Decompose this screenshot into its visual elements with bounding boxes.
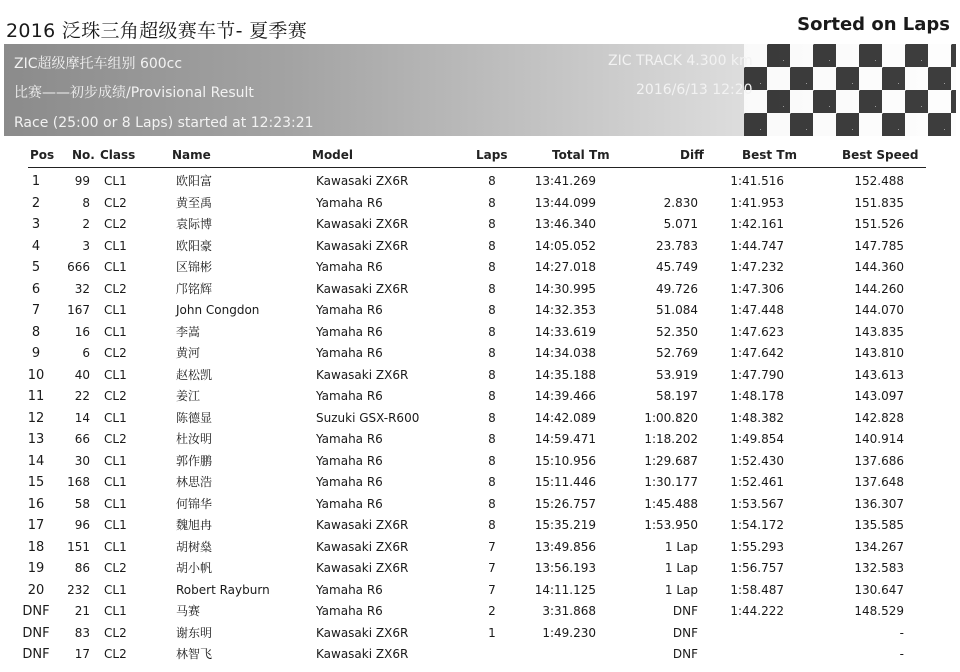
cell-speed: 144.070 <box>854 303 904 317</box>
cell-diff: 1 Lap <box>664 539 698 554</box>
col-total: Total Tm <box>552 148 610 162</box>
cell-model: Kawasaki ZX6R <box>316 174 409 188</box>
cell-class: CL1 <box>104 539 127 554</box>
cell-diff: 1 Lap <box>664 561 698 575</box>
table-row <box>0 365 960 387</box>
cell-no: 58 <box>74 496 90 511</box>
cell-speed: 143.097 <box>854 389 904 403</box>
cell-pos: 20 <box>27 582 45 598</box>
cell-total: 14:59.471 <box>534 432 596 446</box>
cell-no: 151 <box>67 539 90 554</box>
cell-speed: 136.307 <box>854 496 904 511</box>
table-row <box>0 300 960 322</box>
cell-total: 14:11.125 <box>534 582 596 597</box>
cell-speed: 137.686 <box>854 453 904 468</box>
cell-name: 胡小帆 <box>176 561 213 575</box>
cell-model: Yamaha R6 <box>316 496 383 511</box>
table-row <box>0 601 960 623</box>
cell-model: Yamaha R6 <box>316 389 383 403</box>
cell-name: 袁际博 <box>176 217 213 231</box>
cell-best: 1:56.757 <box>730 561 784 575</box>
cell-name: 黄至禹 <box>176 195 213 210</box>
cell-pos: 7 <box>31 303 41 318</box>
cell-laps: 8 <box>488 346 496 360</box>
table-row <box>0 193 960 215</box>
cell-model: Yamaha R6 <box>316 432 383 446</box>
results-table <box>0 171 960 666</box>
cell-no: 666 <box>67 260 90 274</box>
cell-speed: 142.828 <box>854 410 904 425</box>
cell-name: 姜江 <box>176 389 201 403</box>
cell-laps: 8 <box>488 389 496 403</box>
cell-diff: 58.197 <box>656 389 698 403</box>
cell-best: 1:52.461 <box>730 475 784 489</box>
cell-laps: 8 <box>488 217 496 231</box>
cell-total: 14:27.018 <box>534 260 596 274</box>
col-model: Model <box>312 148 354 162</box>
cell-model: Yamaha R6 <box>316 303 383 317</box>
cell-best: 1:44.747 <box>730 238 784 253</box>
table-row <box>0 386 960 408</box>
cell-laps: 2 <box>488 604 496 618</box>
table-row <box>0 515 960 537</box>
checkered-flag-graphic <box>744 44 956 136</box>
cell-model: Kawasaki ZX6R <box>316 238 409 253</box>
cell-total: 14:42.089 <box>534 410 596 425</box>
cell-no: 83 <box>74 625 90 640</box>
cell-pos: DNF <box>22 604 50 619</box>
cell-speed: 152.488 <box>854 174 904 188</box>
cell-pos: 14 <box>27 453 45 469</box>
table-row <box>0 171 960 193</box>
cell-name: 杜汝明 <box>176 432 213 446</box>
cell-class: CL1 <box>104 410 127 425</box>
cell-pos: 10 <box>27 367 45 383</box>
cell-pos: 9 <box>31 346 41 361</box>
result-label: 比赛——初步成绩/Provisional Result <box>14 85 254 101</box>
cell-name: John Congdon <box>176 303 260 317</box>
cell-speed: 143.613 <box>854 367 904 382</box>
cell-laps: 8 <box>488 195 496 210</box>
table-row <box>0 279 960 301</box>
cell-class: CL1 <box>104 324 127 339</box>
cell-name: 欧阳富 <box>176 174 213 188</box>
cell-model: Kawasaki ZX6R <box>316 625 409 640</box>
cell-total: 14:35.188 <box>534 367 596 382</box>
cell-laps: 8 <box>488 303 496 317</box>
cell-best: 1:53.567 <box>730 496 784 511</box>
cell-pos: DNF <box>22 625 50 641</box>
header-rule <box>28 167 926 168</box>
cell-total: 15:10.956 <box>534 453 596 468</box>
cell-pos: 11 <box>27 389 45 404</box>
cell-name: 陈德显 <box>176 410 213 425</box>
cell-pos: DNF <box>22 647 50 662</box>
cell-pos: 18 <box>27 539 45 555</box>
cell-name: 马赛 <box>176 604 201 618</box>
cell-no: 22 <box>74 389 90 403</box>
cell-class: CL2 <box>104 432 127 446</box>
cell-class: CL1 <box>104 260 127 274</box>
cell-laps: 8 <box>488 453 496 468</box>
cell-speed: 148.529 <box>854 604 904 618</box>
cell-total: 14:33.619 <box>534 324 596 339</box>
cell-class: CL1 <box>104 582 127 597</box>
cell-class: CL1 <box>104 367 127 382</box>
cell-speed: - <box>899 625 904 640</box>
cell-diff: 45.749 <box>656 260 698 274</box>
cell-model: Yamaha R6 <box>316 346 383 360</box>
col-pos: Pos <box>30 148 55 162</box>
cell-diff: DNF <box>672 604 698 618</box>
cell-best: 1:47.623 <box>730 324 784 339</box>
cell-diff: 52.769 <box>656 346 698 360</box>
cell-diff: 5.071 <box>663 217 698 231</box>
cell-no: 96 <box>74 518 90 532</box>
cell-model: Kawasaki ZX6R <box>316 518 409 532</box>
cell-no: 8 <box>82 195 90 210</box>
cell-laps: 7 <box>488 582 496 597</box>
cell-name: 李嵩 <box>176 324 201 339</box>
cell-pos: 1 <box>31 174 41 189</box>
cell-name: 黄河 <box>176 346 201 360</box>
datetime-label: 2016/6/13 12:20 <box>636 82 753 98</box>
cell-laps: 7 <box>488 561 496 575</box>
table-row <box>0 580 960 602</box>
table-row <box>0 236 960 258</box>
cell-best: 1:42.161 <box>730 217 784 231</box>
cell-class: CL2 <box>104 389 127 403</box>
cell-pos: 2 <box>31 195 41 211</box>
cell-best: 1:41.953 <box>730 195 784 210</box>
cell-diff: DNF <box>672 625 698 640</box>
cell-diff: 51.084 <box>656 303 698 317</box>
table-row <box>0 623 960 645</box>
cell-speed: 135.585 <box>854 518 904 532</box>
cell-diff: 1:45.488 <box>644 496 698 511</box>
cell-best: 1:54.172 <box>730 518 784 532</box>
cell-name: 胡树燊 <box>176 539 213 554</box>
page-title: 2016 泛珠三角超级赛车节- 夏季赛 <box>6 20 307 42</box>
cell-no: 167 <box>67 303 90 317</box>
cell-class: CL1 <box>104 604 127 618</box>
cell-class: CL1 <box>104 475 127 489</box>
cell-laps: 8 <box>488 174 496 188</box>
cell-diff: 2.830 <box>663 195 698 210</box>
cell-best: 1:52.430 <box>730 453 784 468</box>
cell-class: CL1 <box>104 238 127 253</box>
cell-name: 区锦彬 <box>176 260 213 274</box>
cell-no: 99 <box>74 174 90 188</box>
cell-speed: 147.785 <box>854 238 904 253</box>
cell-laps: 7 <box>488 539 496 554</box>
cell-model: Kawasaki ZX6R <box>316 647 409 661</box>
cell-class: CL1 <box>104 303 127 317</box>
cell-total: 3:31.868 <box>542 604 596 618</box>
table-row <box>0 644 960 666</box>
cell-no: 66 <box>74 432 90 446</box>
cell-name: 何锦华 <box>176 496 213 511</box>
cell-pos: 17 <box>27 518 45 533</box>
cell-no: 14 <box>74 410 90 425</box>
cell-total: 13:44.099 <box>534 195 596 210</box>
cell-best: 1:44.222 <box>730 604 784 618</box>
table-row <box>0 343 960 365</box>
track-label: ZIC TRACK 4.300 km <box>608 53 753 69</box>
cell-model: Yamaha R6 <box>316 475 383 489</box>
cell-laps: 8 <box>488 367 496 382</box>
cell-laps: 8 <box>488 518 496 532</box>
table-row <box>0 451 960 473</box>
cell-class: CL2 <box>104 625 127 640</box>
col-name: Name <box>172 148 211 162</box>
cell-best: 1:47.306 <box>730 281 784 296</box>
cell-pos: 16 <box>27 496 45 512</box>
cell-laps: 8 <box>488 475 496 489</box>
table-row <box>0 429 960 451</box>
cell-class: CL2 <box>104 346 127 360</box>
table-header <box>0 148 960 167</box>
cell-model: Yamaha R6 <box>316 453 383 468</box>
cell-no: 6 <box>82 346 90 360</box>
race-info: Race (25:00 or 8 Laps) started at 12:23:21 <box>14 115 314 131</box>
cell-total: 14:32.353 <box>534 303 596 317</box>
cell-class: CL1 <box>104 453 127 468</box>
cell-best: 1:47.448 <box>730 303 784 317</box>
cell-name: 林智飞 <box>176 647 213 661</box>
cell-speed: 140.914 <box>854 432 904 446</box>
cell-model: Yamaha R6 <box>316 604 383 618</box>
cell-best: 1:41.516 <box>730 174 784 188</box>
table-row <box>0 494 960 516</box>
cell-speed: 130.647 <box>854 582 904 597</box>
cell-best: 1:47.642 <box>730 346 784 360</box>
cell-class: CL1 <box>104 518 127 532</box>
cell-pos: 6 <box>31 281 41 297</box>
cell-no: 21 <box>74 604 90 618</box>
cell-diff: DNF <box>672 647 698 661</box>
cell-diff: 1:00.820 <box>644 410 698 425</box>
cell-no: 16 <box>74 324 90 339</box>
cell-speed: 143.810 <box>854 346 904 360</box>
cell-diff: 23.783 <box>656 238 698 253</box>
cell-diff: 1:29.687 <box>644 453 698 468</box>
cell-name: 林思浩 <box>176 475 213 489</box>
cell-name: 郭作鹏 <box>176 453 213 468</box>
cell-diff: 1:18.202 <box>644 432 698 446</box>
cell-model: Kawasaki ZX6R <box>316 367 409 382</box>
cell-laps: 8 <box>488 432 496 446</box>
cell-total: 13:41.269 <box>534 174 596 188</box>
cell-pos: 15 <box>27 475 45 490</box>
cell-total: 15:26.757 <box>534 496 596 511</box>
cell-class: CL2 <box>104 281 127 296</box>
cell-laps: 8 <box>488 324 496 339</box>
table-row <box>0 537 960 559</box>
cell-no: 17 <box>74 647 90 661</box>
cell-class: CL2 <box>104 195 127 210</box>
cell-class: CL1 <box>104 496 127 511</box>
col-speed: Best Speed <box>842 148 919 162</box>
cell-diff: 1 Lap <box>664 582 698 597</box>
cell-pos: 4 <box>31 238 41 254</box>
cell-laps: 8 <box>488 238 496 253</box>
table-row <box>0 322 960 344</box>
cell-model: Kawasaki ZX6R <box>316 539 409 554</box>
cell-model: Yamaha R6 <box>316 582 383 597</box>
cell-model: Yamaha R6 <box>316 260 383 274</box>
cell-model: Kawasaki ZX6R <box>316 281 409 296</box>
cell-class: CL2 <box>104 561 127 575</box>
cell-no: 3 <box>82 238 90 253</box>
cell-total: 13:46.340 <box>534 217 596 231</box>
cell-model: Yamaha R6 <box>316 195 383 210</box>
cell-speed: 151.526 <box>854 217 904 231</box>
cell-model: Kawasaki ZX6R <box>316 561 409 575</box>
table-row <box>0 257 960 279</box>
col-best: Best Tm <box>742 148 798 162</box>
cell-diff: 1:53.950 <box>644 518 698 532</box>
cell-speed: 144.360 <box>854 260 904 274</box>
cell-total: 14:05.052 <box>534 238 596 253</box>
event-label: ZIC超级摩托车组别 600cc <box>14 56 183 72</box>
cell-diff: 52.350 <box>656 324 698 339</box>
cell-speed: 137.648 <box>854 475 904 489</box>
sort-label: Sorted on Laps <box>797 14 950 35</box>
cell-best: 1:47.790 <box>730 367 784 382</box>
cell-laps: 8 <box>488 281 496 296</box>
cell-pos: 12 <box>27 410 45 426</box>
cell-best: 1:58.487 <box>730 582 784 597</box>
cell-pos: 8 <box>31 324 41 340</box>
cell-name: 邝铭辉 <box>176 281 213 296</box>
col-diff: Diff <box>680 148 704 162</box>
cell-name: 赵松凯 <box>176 367 213 382</box>
col-laps: Laps <box>476 148 508 162</box>
cell-best: 1:48.178 <box>730 389 784 403</box>
cell-pos: 13 <box>27 432 45 447</box>
cell-speed: 144.260 <box>854 281 904 296</box>
table-row <box>0 558 960 580</box>
cell-no: 32 <box>74 281 90 296</box>
cell-model: Suzuki GSX-R600 <box>316 410 420 425</box>
cell-laps: 1 <box>488 625 496 640</box>
cell-name: 欧阳豪 <box>176 238 213 253</box>
cell-class: CL2 <box>104 647 127 661</box>
col-class: Class <box>100 148 136 162</box>
table-row <box>0 472 960 494</box>
table-row <box>0 408 960 430</box>
cell-best: 1:47.232 <box>730 260 784 274</box>
cell-model: Yamaha R6 <box>316 324 383 339</box>
cell-total: 15:11.446 <box>534 475 596 489</box>
cell-total: 14:39.466 <box>534 389 596 403</box>
cell-name: 谢东明 <box>176 625 213 640</box>
cell-speed: 132.583 <box>854 561 904 575</box>
cell-total: 1:49.230 <box>542 625 596 640</box>
table-row <box>0 214 960 236</box>
cell-total: 13:49.856 <box>534 539 596 554</box>
cell-pos: 19 <box>27 561 45 576</box>
cell-no: 168 <box>67 475 90 489</box>
cell-total: 15:35.219 <box>534 518 596 532</box>
cell-laps: 8 <box>488 410 496 425</box>
cell-model: Kawasaki ZX6R <box>316 217 409 231</box>
cell-best: 1:49.854 <box>730 432 784 446</box>
cell-no: 232 <box>67 582 90 597</box>
cell-speed: 134.267 <box>854 539 904 554</box>
cell-no: 30 <box>74 453 90 468</box>
cell-diff: 1:30.177 <box>644 475 698 489</box>
cell-best: 1:48.382 <box>730 410 784 425</box>
col-no: No. <box>72 148 95 162</box>
cell-pos: 5 <box>31 260 41 275</box>
cell-laps: 8 <box>488 496 496 511</box>
cell-diff: 53.919 <box>656 367 698 382</box>
cell-no: 40 <box>74 367 90 382</box>
cell-speed: 143.835 <box>854 324 904 339</box>
cell-name: 魏旭冉 <box>176 518 213 532</box>
cell-laps: 8 <box>488 260 496 274</box>
race-banner <box>4 44 956 136</box>
cell-diff: 49.726 <box>656 281 698 296</box>
cell-total: 14:30.995 <box>534 281 596 296</box>
cell-total: 13:56.193 <box>534 561 596 575</box>
cell-no: 2 <box>82 217 90 231</box>
cell-no: 86 <box>74 561 90 575</box>
cell-name: Robert Rayburn <box>176 582 270 597</box>
cell-class: CL2 <box>104 217 127 231</box>
cell-best: 1:55.293 <box>730 539 784 554</box>
cell-pos: 3 <box>31 217 41 232</box>
cell-speed: 151.835 <box>854 195 904 210</box>
cell-total: 14:34.038 <box>534 346 596 360</box>
cell-speed: - <box>899 647 904 661</box>
cell-class: CL1 <box>104 174 127 188</box>
